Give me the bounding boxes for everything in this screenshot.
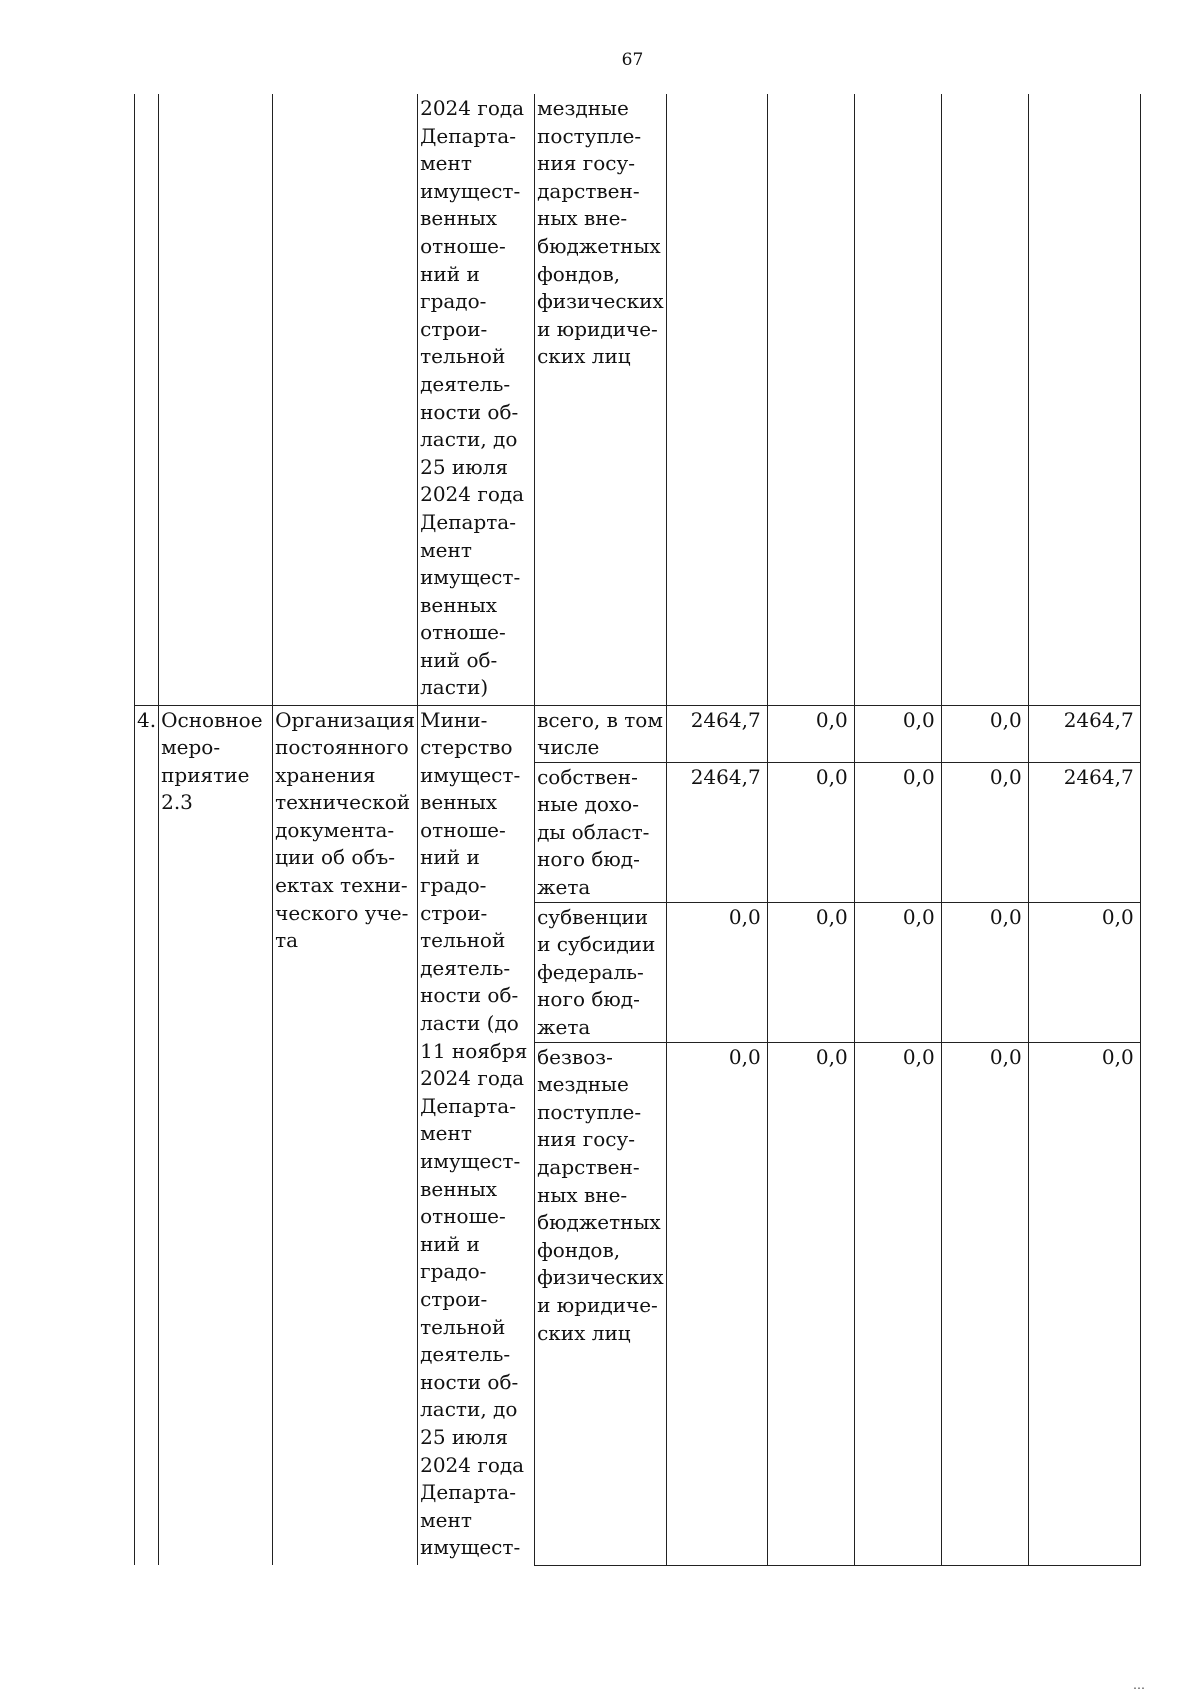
funding-source-cell: субвенции и субсидии федераль- ного бюд- жета — [535, 902, 667, 1042]
cont-value-cell — [854, 94, 941, 705]
activity-name-cell: Организация постоянного хранения технической документа- ции об объ- ектах техни- ческого уче- та — [273, 705, 418, 1565]
value-cell: 2464,7 — [1028, 762, 1140, 902]
value-cell: 0,0 — [1028, 902, 1140, 1042]
cont-activity-name-cell — [273, 94, 418, 705]
value-cell: 0,0 — [941, 762, 1028, 902]
value-cell: 0,0 — [941, 1042, 1028, 1565]
value-cell: 0,0 — [767, 1042, 854, 1565]
funding-source-cell: всего, в том числе — [535, 705, 667, 762]
activity-type-cell: Основное меро- приятие 2.3 — [159, 705, 273, 1565]
page-number: 67 — [621, 50, 644, 70]
cont-activity-type-cell — [159, 94, 273, 705]
value-cell: 0,0 — [767, 902, 854, 1042]
item-number-cell: 4. — [135, 705, 159, 1565]
value-cell: 2464,7 — [666, 705, 767, 762]
value-cell: 0,0 — [941, 902, 1028, 1042]
funding-source-cell: собствен- ные дохо- ды област- ного бюд- жета — [535, 762, 667, 902]
cont-executor-cell: 2024 года Департа- мент имущест- венных отноше- ний и градо- строи- тельной деятель- ности об- ласти, до 25 июля 2024 года Департа- мент имущест- венных отноше- ний об- ласти) — [418, 94, 535, 705]
value-cell: 0,0 — [767, 762, 854, 902]
value-cell: 0,0 — [666, 1042, 767, 1565]
value-cell: 0,0 — [854, 1042, 941, 1565]
cont-value-cell — [767, 94, 854, 705]
cont-value-cell — [666, 94, 767, 705]
value-cell: 0,0 — [666, 902, 767, 1042]
value-cell: 2464,7 — [666, 762, 767, 902]
budget-table — [134, 94, 1141, 1566]
cont-number-cell — [135, 94, 159, 705]
value-cell: 0,0 — [854, 705, 941, 762]
cont-value-cell — [941, 94, 1028, 705]
value-cell: 0,0 — [854, 902, 941, 1042]
value-cell: 0,0 — [1028, 1042, 1140, 1565]
cont-value-cell — [1028, 94, 1140, 705]
cont-source-cell: мездные поступле- ния госу- дарствен- ных вне- бюджетных фондов, физических и юридиче- ских лиц — [535, 94, 667, 705]
continuation-row — [135, 94, 1141, 705]
value-cell: 0,0 — [941, 705, 1028, 762]
value-cell: 0,0 — [854, 762, 941, 902]
table-row — [135, 705, 1141, 762]
value-cell: 0,0 — [767, 705, 854, 762]
footer-mark: … — [1133, 1678, 1145, 1690]
funding-source-cell: безвоз- мездные поступле- ния госу- дарствен- ных вне- бюджетных фондов, физических и юридиче- ских лиц — [535, 1042, 667, 1565]
executor-cell: Мини- стерство имущест- венных отноше- ний и градо- строи- тельной деятель- ности об- ласти (до 11 ноября 2024 года Департа- мент имущест- венных отноше- ний и градо- строи- тельной деятель- ности об- ласти, до 25 июля 2024 года Департа- мент имущест- — [418, 705, 535, 1565]
value-cell: 2464,7 — [1028, 705, 1140, 762]
